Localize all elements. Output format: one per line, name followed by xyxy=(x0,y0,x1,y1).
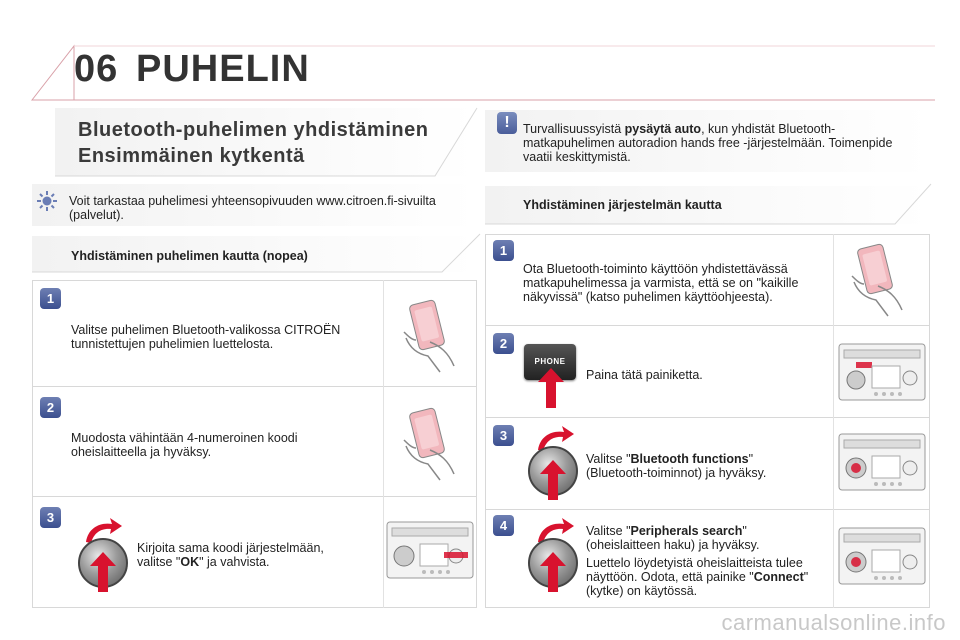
left-step-3-text xyxy=(137,541,377,569)
left-step-2-line2: oheislaitteella ja hyväksy. xyxy=(71,445,212,459)
right-step-4-p2-line1: Luettelo löydetyistä oheislaitteista tulee xyxy=(586,556,803,570)
radio-unit-illustration xyxy=(838,432,926,492)
left-step-1-line2: tunnistettujen puhelimien luettelosta. xyxy=(71,337,274,351)
step-badge-1: 1 xyxy=(40,288,61,309)
right-step-4-p2-line2-post: " xyxy=(803,570,809,584)
left-step-1-line1: Valitse puhelimen Bluetooth-valikossa CITROËN xyxy=(71,323,341,337)
step-badge-3: 3 xyxy=(40,507,61,528)
right-step-1-line1: Ota Bluetooth-toiminto käyttöön yhdistettävässä xyxy=(523,262,788,276)
right-step-4-note xyxy=(586,556,831,598)
main-title-line2: Ensimmäinen kytkentä xyxy=(78,145,305,167)
left-image-divider xyxy=(383,280,384,608)
right-step-3-line2: (Bluetooth-toiminnot) ja hyväksy. xyxy=(586,466,767,480)
step-badge-3: 3 xyxy=(493,425,514,446)
left-step-1-text xyxy=(71,323,371,351)
watermark-text: carmanualsonline.info xyxy=(721,610,946,635)
right-step-4-text xyxy=(586,524,831,552)
sun-icon xyxy=(36,190,58,212)
press-arrow-icon xyxy=(538,368,564,408)
right-step-3-pre: Valitse " xyxy=(586,452,631,466)
warning-bold: pysäytä auto xyxy=(624,122,702,136)
step-badge-1: 1 xyxy=(493,240,514,261)
warning-icon: ! xyxy=(497,112,517,134)
right-step-1-line2: matkapuhelimessa ja varmista, että se on "kaikille xyxy=(523,276,799,290)
right-step-1-text xyxy=(523,262,828,304)
radio-unit-illustration xyxy=(386,520,474,580)
phone-in-hand-icon xyxy=(400,404,462,484)
right-image-divider xyxy=(833,234,834,608)
left-step-divider xyxy=(32,496,477,497)
tip-text xyxy=(69,194,469,222)
left-step-2-line1: Muodosta vähintään 4-numeroinen koodi xyxy=(71,431,298,445)
tip-line2: (palvelut). xyxy=(69,208,124,222)
press-arrow-icon xyxy=(540,552,566,592)
chapter-number: 06 xyxy=(74,48,119,90)
phone-in-hand-icon xyxy=(848,240,910,320)
right-step-2-text: Paina tätä painiketta. xyxy=(586,368,703,382)
step-badge-4: 4 xyxy=(493,515,514,536)
radio-unit-illustration xyxy=(838,342,926,402)
phone-button-label: PHONE xyxy=(534,357,566,366)
left-step-2-text xyxy=(71,431,371,459)
right-step-4-post: " xyxy=(742,524,747,538)
press-arrow-icon xyxy=(540,460,566,500)
left-step-3-ok: OK xyxy=(180,555,200,569)
left-step-3-line2-post: " ja vahvista. xyxy=(199,555,270,569)
right-step-4-bold: Peripherals search xyxy=(630,524,743,538)
right-step-divider xyxy=(485,325,930,326)
press-arrow-icon xyxy=(90,552,116,592)
right-step-3-post: " xyxy=(748,452,753,466)
step-badge-2: 2 xyxy=(493,333,514,354)
right-section-title: Yhdistäminen järjestelmän kautta xyxy=(523,198,722,212)
warning-post: , kun yhdistät Bluetooth- xyxy=(701,122,836,136)
left-step-3-line1: Kirjoita sama koodi järjestelmään, xyxy=(137,541,324,555)
warning-line3: vaatii keskittymistä. xyxy=(523,150,631,164)
left-section-title: Yhdistäminen puhelimen kautta (nopea) xyxy=(71,249,308,263)
left-step-divider xyxy=(32,386,477,387)
main-title-line1: Bluetooth-puhelimen yhdistäminen xyxy=(78,119,429,141)
step-badge-2: 2 xyxy=(40,397,61,418)
phone-in-hand-icon xyxy=(400,296,462,376)
warning-pre: Turvallisuussyistä xyxy=(523,122,625,136)
right-step-4-line2: (oheislaitteen haku) ja hyväksy. xyxy=(586,538,760,552)
right-step-4-connect: Connect xyxy=(753,570,804,584)
radio-unit-illustration xyxy=(838,526,926,586)
right-step-divider xyxy=(485,417,930,418)
right-step-4-p2-line3: (kytke) on käytössä. xyxy=(586,584,698,598)
right-step-3-bold: Bluetooth functions xyxy=(630,452,749,466)
right-step-4-pre: Valitse " xyxy=(586,524,631,538)
right-step-4-p2-line2-pre: näyttöön. Odota, että painike " xyxy=(586,570,754,584)
warning-text xyxy=(523,122,923,164)
right-step-divider xyxy=(485,509,930,510)
chapter-title: PUHELIN xyxy=(136,48,310,90)
warning-line2: matkapuhelimen autoradion hands free -järjestelmään. Toimenpide xyxy=(523,136,893,150)
left-step-3-line2-pre: valitse " xyxy=(137,555,181,569)
tip-line1: Voit tarkastaa puhelimesi yhteensopivuuden www.citroen.fi-sivuilta xyxy=(69,194,436,208)
right-step-3-text xyxy=(586,452,826,480)
right-step-1-line3: näkyvissä" (katso puhelimen käyttöohjeesta). xyxy=(523,290,773,304)
